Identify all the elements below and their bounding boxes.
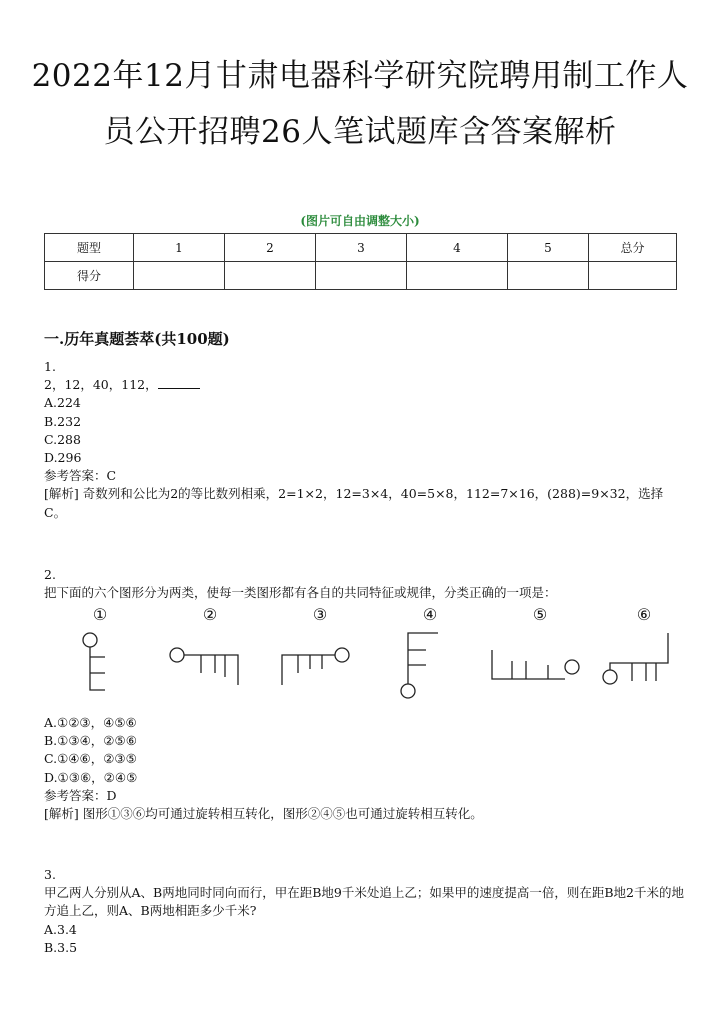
table-cell [589, 262, 677, 290]
table-cell: 4 [407, 234, 508, 262]
question-stem: 甲乙两人分别从A、B两地同时同向而行，甲在距B地9千米处追上乙；如果甲的速度提高一倍，则在距B地2千米的地方追上乙，则A、B两地相距多少千米? [44, 885, 684, 919]
table-cell: 2 [225, 234, 316, 262]
option-b: B.232 [44, 413, 82, 429]
figure-1 [50, 605, 150, 705]
question-stem-line [44, 376, 684, 394]
table-cell [316, 262, 407, 290]
option-b: B.3.5 [44, 939, 78, 955]
figure-3-drawing [270, 605, 370, 705]
table-cell: 得分 [45, 262, 134, 290]
question-1 [44, 358, 684, 522]
option-c: C.288 [44, 431, 81, 447]
figure-4 [380, 605, 480, 705]
figure-1-drawing [50, 605, 150, 705]
option-d: D.①③⑥，②④⑤ [44, 769, 138, 785]
figure-label: ⑤ [532, 605, 548, 624]
option-a: A.3.4 [44, 921, 77, 937]
table-cell [508, 262, 589, 290]
answer-blank [158, 376, 200, 389]
analysis: [解析] 奇数列和公比为2的等比数列相乘，2=1×2，12=3×4，40=5×8，112=7×16，(288)=9×32，选择C。 [44, 486, 664, 520]
table-cell: 3 [316, 234, 407, 262]
option-a: A.224 [44, 395, 81, 411]
figure-6-drawing [594, 605, 694, 705]
figure-6 [594, 605, 694, 705]
document-title: 2022年12月甘肃电器科学研究院聘用制工作人员公开招聘26人笔试题库含答案解析 [31, 58, 689, 150]
score-table-header-row [45, 234, 677, 262]
question-3 [44, 866, 684, 957]
table-cell: 题型 [45, 234, 134, 262]
question-stem: 把下面的六个图形分为两类，使每一类图形都有各自的共同特征或规律，分类正确的一项是： [44, 585, 557, 601]
question-number: 3. [44, 867, 56, 882]
figure-row [44, 605, 684, 705]
figure-label: ① [92, 605, 108, 624]
table-cell [407, 262, 508, 290]
figure-2-drawing [160, 605, 260, 705]
option-c: C.①④⑥，②③⑤ [44, 751, 137, 767]
figure-4-drawing [380, 605, 480, 705]
reference-answer: 参考答案：C [44, 468, 117, 484]
figure-label: ④ [422, 605, 438, 624]
figure-5-drawing [490, 605, 590, 705]
figure-label: ② [202, 605, 218, 624]
analysis: [解析] 图形①③⑥均可通过旋转相互转化，图形②④⑤也可通过旋转相互转化。 [44, 806, 483, 822]
figure-label: ⑥ [636, 605, 652, 624]
figure-label: ③ [312, 605, 328, 624]
figure-3 [270, 605, 370, 705]
table-cell: 总分 [589, 234, 677, 262]
figure-5 [490, 605, 590, 705]
section-title: 一.历年真题荟萃(共100题) [44, 330, 230, 348]
option-d: D.296 [44, 450, 82, 466]
option-a: A.①②③，④⑤⑥ [44, 715, 137, 730]
table-cell [134, 262, 225, 290]
table-cell [225, 262, 316, 290]
score-table [44, 233, 677, 290]
score-table-score-row [45, 262, 677, 290]
option-b: B.①③④，②⑤⑥ [44, 733, 137, 749]
question-number: 1. [44, 359, 56, 374]
question-2 [44, 566, 684, 602]
question-number: 2. [44, 567, 56, 582]
table-cell: 5 [508, 234, 589, 262]
question-stem: 2，12，40，112， [44, 377, 158, 393]
reference-answer: 参考答案：D [44, 787, 117, 803]
document-subtitle: (图片可自由调整大小) [300, 214, 420, 228]
figure-2 [160, 605, 260, 705]
question-2-options [44, 714, 684, 823]
table-cell: 1 [134, 234, 225, 262]
